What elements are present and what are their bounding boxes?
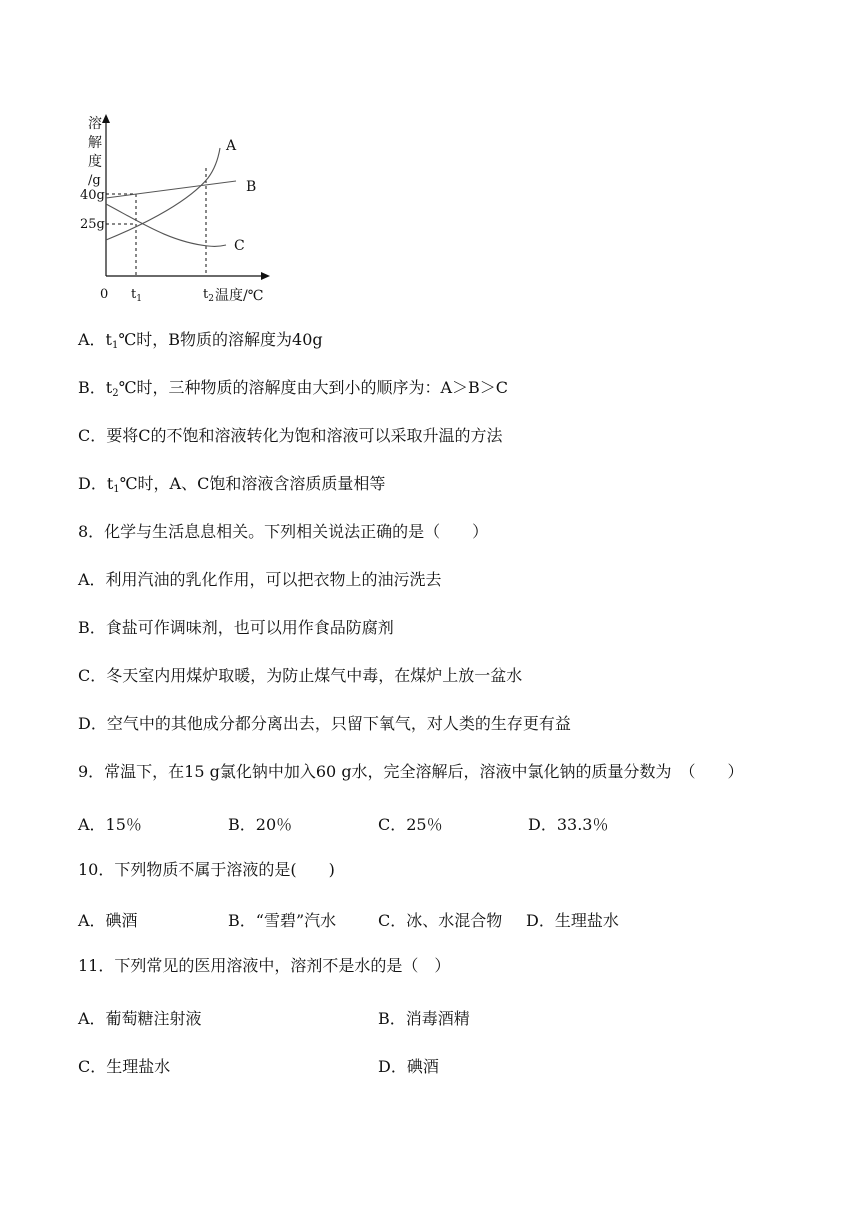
q7-option-b: B．$t_2℃$时，三种物质的溶解度由大到小的顺序为：A＞B＞C [78, 378, 509, 399]
q8-question: 8．化学与生活息息相关。下列相关说法正确的是（ ） [78, 522, 489, 541]
y-tick-label: 25g [80, 217, 105, 232]
q7-option-c: C．要将C的不饱和溶液转化为饱和溶液可以采取升温的方法 [78, 426, 503, 445]
curve-label-c: C [234, 238, 245, 254]
q9-option-b: B．20％ [228, 815, 293, 834]
x-axis-arrow [261, 272, 270, 280]
y-tick-label: 40g [80, 188, 105, 203]
q10-option-d: D．生理盐水 [526, 911, 619, 930]
q11-question: 11．下列常见的医用溶液中，溶剂不是水的是（ ） [78, 956, 451, 975]
x-axis-label: 温度/℃ [215, 288, 264, 304]
curve-b [106, 181, 236, 198]
q9-option-d: D．33.3％ [528, 815, 609, 834]
curve-label-b: B [246, 179, 257, 195]
q11-option-c: C．生理盐水 [78, 1057, 171, 1076]
curve-label-a: A [226, 138, 237, 154]
y-axis-label-char: 解 [88, 135, 102, 151]
q11-option-b: B．消毒酒精 [378, 1009, 470, 1028]
q9-option-c: C．25％ [378, 815, 443, 834]
y-axis-label-char: 度 [88, 154, 102, 170]
x-tick-t1: $t_1$ [131, 287, 142, 304]
y-axis-arrow [102, 114, 110, 123]
q10-option-a: A．碘酒 [78, 911, 138, 930]
q11-option-d: D．碘酒 [378, 1057, 439, 1076]
q8-option-d: D．空气中的其他成分都分离出去，只留下氧气，对人类的生存更有益 [78, 714, 571, 733]
q7-option-a: A．$t_1℃$时，B物质的溶解度为40g [78, 330, 323, 351]
y-axis-label-char: /g [88, 173, 101, 188]
curve-c [106, 204, 226, 246]
origin-label: 0 [100, 287, 109, 302]
q8-option-c: C．冬天室内用煤炉取暖，为防止煤气中毒，在煤炉上放一盆水 [78, 666, 523, 685]
solubility-chart [70, 104, 280, 310]
q8-option-b: B．食盐可作调味剂，也可以用作食品防腐剂 [78, 618, 394, 637]
q10-option-c: C．冰、水混合物 [378, 911, 503, 930]
curve-a [106, 148, 220, 240]
q8-option-a: A．利用汽油的乳化作用，可以把衣物上的油污洗去 [78, 570, 442, 589]
y-axis-label-char: 溶 [88, 116, 102, 132]
q10-question: 10．下列物质不属于溶液的是( ) [78, 860, 335, 879]
q11-option-a: A．葡萄糖注射液 [78, 1009, 202, 1028]
q7-option-d: D．$t_1℃$时，A、C饱和溶液含溶质质量相等 [78, 474, 386, 495]
x-tick-t2: $t_2$ [203, 287, 214, 304]
q9-option-a: A．15％ [78, 815, 142, 834]
solubility-figure [70, 104, 280, 310]
q9-question: 9．常温下，在15 g氯化钠中加入60 g水，完全溶解后，溶液中氯化钠的质量分数为 （ ） [78, 762, 744, 781]
q10-option-b: B．“雪碧”汽水 [228, 911, 337, 930]
